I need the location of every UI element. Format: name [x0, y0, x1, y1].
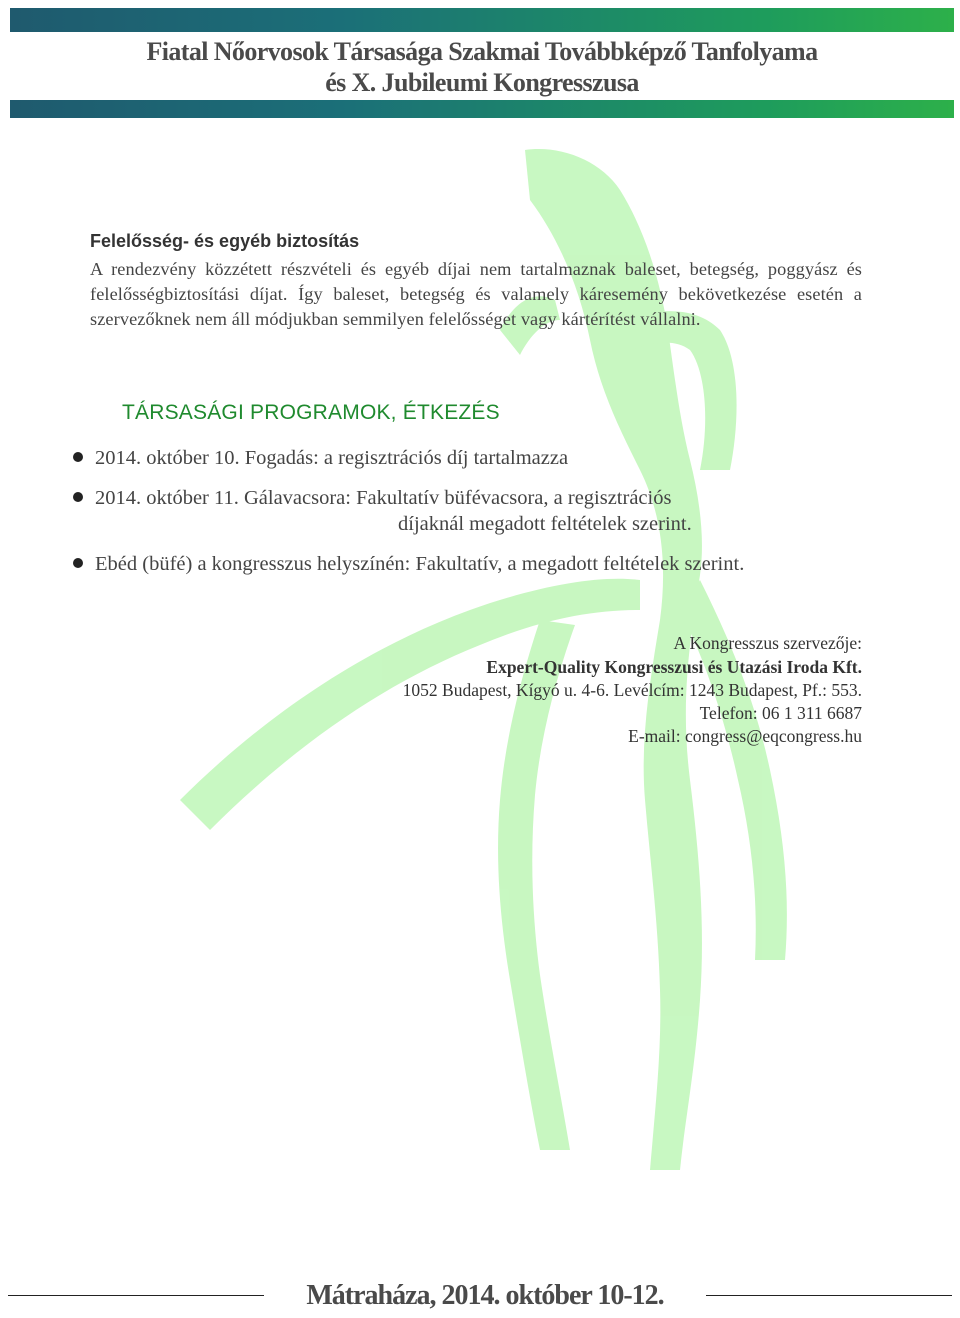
- organizer-phone: Telefon: 06 1 311 6687: [699, 703, 862, 723]
- program-item-gala-dinner-continued: díjaknál megadott feltételek szerint.: [398, 513, 692, 535]
- bullet-icon: [73, 452, 83, 462]
- header-title: [10, 36, 954, 98]
- footer-divider-right: [706, 1295, 952, 1296]
- header-title-line-2: és X. Jubileumi Kongresszusa: [325, 68, 639, 97]
- bullet-icon: [73, 558, 83, 568]
- organizer-email: E-mail: congress@eqcongress.hu: [628, 726, 862, 746]
- footer-divider-left: [8, 1295, 264, 1296]
- header-top-bar: [10, 8, 954, 32]
- insurance-heading: Felelősség- és egyéb biztosítás: [90, 231, 360, 251]
- organizer-label: A Kongresszus szervezője:: [673, 633, 862, 653]
- programs-section-title: TÁRSASÁGI PROGRAMOK, ÉTKEZÉS: [122, 401, 500, 424]
- program-item-lunch: [73, 552, 744, 576]
- header-bottom-bar: [10, 100, 954, 118]
- program-item-gala-dinner: [73, 486, 671, 510]
- header-title-line-1: Fiatal Nőorvosok Társasága Szakmai Továbbképző Tanfolyama: [146, 37, 818, 66]
- program-item-reception: [73, 446, 568, 470]
- program-item-text: 2014. október 11. Gálavacsora: Fakultatív büfévacsora, a regisztrációs: [95, 487, 672, 509]
- insurance-paragraph: A rendezvény közzétett részvételi és egyéb díjai nem tartalmaznak baleset, betegség, poggyász és felelősségbiztosítási díjat. Így baleset, betegség és valamely káresemény bekövetkezése esetén a szervezőknek nem áll módjukban semmilyen felelősséget vagy kártérítést vállalni.: [90, 259, 862, 329]
- organizer-name: Expert-Quality Kongresszusi és Utazási Iroda Kft.: [486, 657, 862, 677]
- program-item-text: Ebéd (büfé) a kongresszus helyszínén: Fakultatív, a megadott feltételek szerint.: [95, 553, 745, 575]
- organizer-address: 1052 Budapest, Kígyó u. 4-6. Levélcím: 1243 Budapest, Pf.: 553.: [402, 680, 862, 700]
- footer-venue-date: Mátraháza, 2014. október 10-12.: [306, 1280, 664, 1311]
- bullet-icon: [73, 492, 83, 502]
- program-item-text: 2014. október 10. Fogadás: a regisztrációs díj tartalmazza: [95, 447, 569, 469]
